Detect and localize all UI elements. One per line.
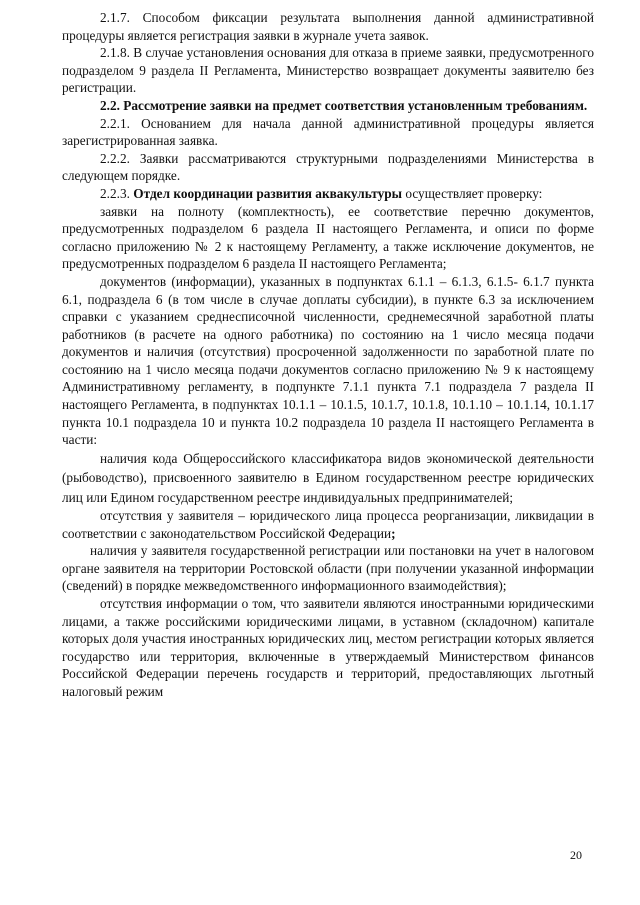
paragraph-2-2-1: 2.2.1. Основанием для начала данной административной процедуры является зарегистрированная заявка. bbox=[62, 115, 594, 149]
paragraph-2-1-7: 2.1.7. Способом фиксации результата выполнения данной административной процедуры является регистрация заявки в журнале учета заявок. bbox=[62, 10, 594, 43]
check-item-foreign-entities: отсутствия информации о том, что заявители являются иностранными юридическими лицами, а также российскими юридическими лицами, в уставном (складочном) капитале которых доля участия иностранных юридических лиц, местом регистрации которых является государство или территория, включенные в утверждаемый Министерством финансов Российской Федерации перечень государств и территорий, предоставляющих льготный налоговый режим bbox=[62, 596, 594, 699]
document-body bbox=[62, 9, 594, 701]
check-item-documents: документов (информации), указанных в подпунктах 6.1.1 – 6.1.3, 6.1.5- 6.1.7 пункта 6.1, подраздела 6 (в том числе в случае доплаты субсидии), в пункте 6.3 за исключением справки с указанием среднесписочной численности, среднемесячной заработной платы работников (в расчете на одного работника) по состоянию на 1 число месяца подачи документов и наличия (отсутствия) просроченной задолженности по заработной плате по состоянию на 1 число месяца подачи документов согласно приложению № 9 к настоящему Административному регламенту, в подпункте 7.1.1 пункта 7.1 подраздела 7 раздела II настоящего Регламента, в подпунктах 10.1.1 – 10.1.5, 10.1.7, 10.1.8, 10.1.10 – 10.1.14, 10.1.17 пункта 10.1 подраздела 10 и пункта 10.2 подраздела 10 раздела II настоящего Регламента в части: bbox=[62, 273, 594, 448]
paragraph-2-2-3-rest: осуществляет проверку: bbox=[405, 185, 543, 201]
page-number: 20 bbox=[570, 848, 582, 862]
check-item-completeness: заявки на полноту (комплектность), ее соответствие перечню документов, предусмотренных подразделом 6 раздела II настоящего Регламента, и описи по форме согласно приложению № 2 к настоящему Регламенту, а также исключение документов, не предусмотренных подразделом 6 раздела II настоящего Регламента; bbox=[62, 203, 594, 272]
paragraph-2-2-3 bbox=[62, 185, 594, 203]
check-item-reorganization-end: ; bbox=[391, 525, 396, 541]
check-item-tax-registration: наличия у заявителя государственной регистрации или постановки на учет в налоговом органе заявителя на территории Ростовской области (при получении указанной информации (сведений) в порядке межведомственного информационного взаимодействия); bbox=[62, 543, 594, 594]
check-item-okved-code: наличия кода Общероссийского классификатора видов экономической деятельности (рыбоводство), присвоенного заявителю в Едином государственном реестре юридических лиц или Едином государственном реестре индивидуальных предпринимателей; bbox=[62, 450, 594, 505]
paragraph-2-1-8: 2.1.8. В случае установления основания для отказа в приеме заявки, предусмотренного подразделом 9 раздела II Регламента, Министерство возвращает документы заявителю без регистрации. bbox=[62, 45, 594, 96]
paragraph-2-2-3-number: 2.2.3. bbox=[100, 185, 130, 201]
check-item-reorganization bbox=[62, 507, 594, 542]
check-item-reorganization-text: отсутствия у заявителя – юридического лица процесса реорганизации, ликвидации в соответствии с законодательством Российской Федерации bbox=[62, 508, 594, 541]
paragraph-2-2-2: 2.2.2. Заявки рассматриваются структурными подразделениями Министерства в следующем порядке. bbox=[62, 150, 594, 184]
section-heading-2-2: 2.2. Рассмотрение заявки на предмет соответствия установленным требованиям. bbox=[100, 97, 588, 113]
department-name: Отдел координации развития аквакультуры bbox=[133, 185, 403, 201]
